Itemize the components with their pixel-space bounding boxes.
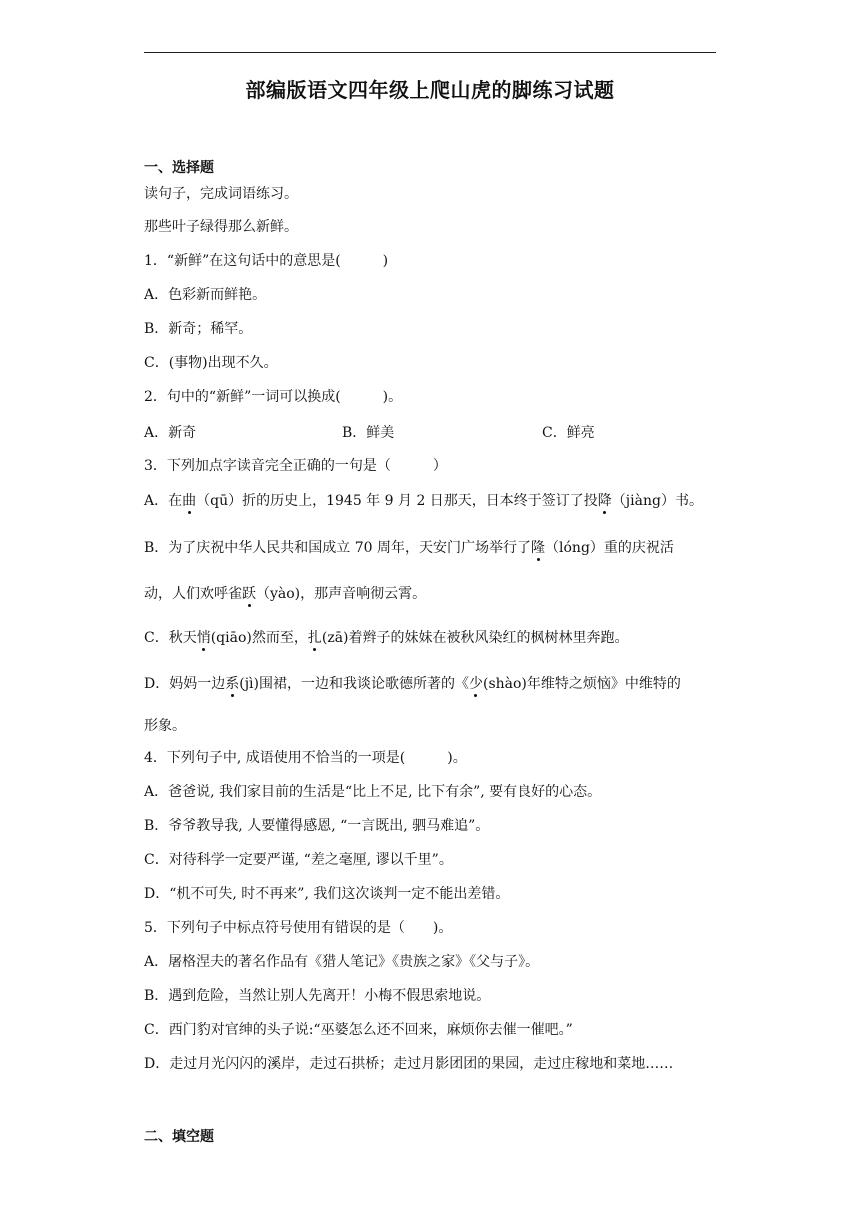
text-segment: B．为了庆祝中华人民共和国成立 70 周年，天安门广场举行了 [144,540,532,556]
question-3-option-d-line-1 [144,674,681,694]
question-3-option-d-line-2: 形象。 [144,718,186,734]
question-2-option-a: A．新奇 [144,425,197,441]
question-5-option-c: C．西门豹对官绅的头子说:“巫婆怎么还不回来，麻烦你去催一催吧。” [144,1022,573,1038]
question-1-option-a: A．色彩新而鲜艳。 [144,287,267,303]
question-3-option-b-line-2 [144,584,426,604]
text-segment: （lóng）重的庆祝活 [545,540,674,556]
text-segment: （jiàng）书。 [611,493,703,509]
question-3-option-c [144,628,629,648]
section-heading-fill-blank: 二、填空题 [144,1129,214,1145]
question-4: 4．下列句子中, 成语使用不恰当的一项是( )。 [144,750,467,766]
question-3-option-a [144,491,703,511]
dotted-char: 少 [468,676,483,692]
dotted-char: 扎 [307,630,322,646]
dotted-char: 跃 [242,586,256,602]
question-5: 5．下列句子中标点符号使用有错误的是（ )。 [144,920,453,936]
text-segment: （qū）折的历史上，1945 年 9 月 2 日那天，日本终于签订了投 [196,493,598,509]
intro-sentence: 那些叶子绿得那么新鲜。 [144,219,298,235]
question-2-option-c: C．鲜亮 [542,425,595,441]
text-segment: (shào)年维特之烦恼》中维特的 [482,676,681,692]
question-4-option-a: A．爸爸说, 我们家目前的生活是“比上不足, 比下有余”, 要有良好的心态。 [144,784,602,800]
question-2: 2．句中的“新鲜”一词可以换成( )。 [144,389,403,405]
question-2-options [144,422,744,442]
dotted-char: 降 [597,493,612,509]
text-segment: 动，人们欢呼雀 [144,586,242,602]
question-5-option-d: D．走过月光闪闪的溪岸，走过石拱桥；走过月影团团的果园，走过庄稼地和菜地…… [144,1056,674,1072]
question-1-option-b: B．新奇；稀罕。 [144,321,253,337]
text-segment: C．秋天 [144,630,197,646]
header-rule [144,52,716,53]
text-segment: (zā)着辫子的妹妹在被秋风染红的枫树林里奔跑。 [321,630,629,646]
page-title: 部编版语文四年级上爬山虎的脚练习试题 [245,78,615,102]
text-segment: A．在 [144,493,183,509]
text-segment: （yào)，那声音响彻云霄。 [256,586,427,602]
question-1-option-c: C．(事物)出现不久。 [144,355,278,371]
question-3: 3．下列加点字读音完全正确的一句是（ ） [144,458,447,474]
section-heading-choice: 一、选择题 [144,160,214,176]
dotted-char: 隆 [531,540,546,556]
dotted-char: 悄 [196,630,211,646]
question-4-option-d: D．“机不可失, 时不再来”, 我们这次谈判一定不能出差错。 [144,886,510,902]
question-4-option-b: B．爷爷教导我, 人要懂得感恩, “一言既出, 驷马难追”。 [144,818,490,834]
question-2-option-b: B．鲜美 [342,425,395,441]
text-segment: (qiāo)然而至， [210,630,308,646]
question-3-option-b-line-1 [144,538,674,558]
question-5-option-a: A．屠格涅夫的著名作品有《猎人笔记》《贵族之家》《父与子》。 [144,954,540,970]
text-segment: (jì)围裙，一边和我谈论歌德所著的《 [239,676,469,692]
question-1: 1．“新鲜”在这句话中的意思是( ) [144,253,389,269]
dotted-char: 曲 [182,493,197,509]
question-4-option-c: C．对待科学一定要严谨, “差之毫厘, 谬以千里”。 [144,852,453,868]
dotted-char: 系 [225,676,240,692]
intro-instruction: 读句子，完成词语练习。 [144,186,298,202]
text-segment: D．妈妈一边 [144,676,226,692]
question-5-option-b: B．遇到危险，当然让别人先离开！小梅不假思索地说。 [144,988,491,1004]
